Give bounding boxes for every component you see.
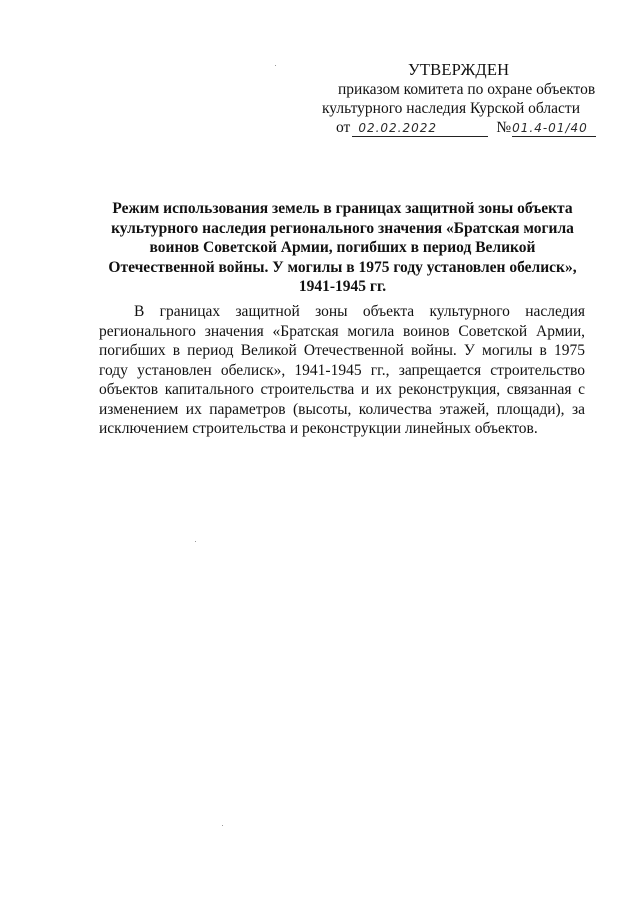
number-label: № (496, 119, 512, 136)
scan-speck (222, 825, 223, 826)
approval-title: УТВЕРЖДЕН (408, 60, 510, 79)
scan-speck (195, 541, 196, 542)
approval-issuer-line2: культурного наследия Курской области (322, 100, 580, 117)
document-title: Режим использования земель в границах защитной зоны объекта культурного наследия регионального значения «Братская могила воинов Советской Армии, погибших в период Великой Отечественной войны. У могилы в 1975 году установлен обелиск», 1941-1945 гг. (108, 200, 577, 295)
approval-issuer-line1: приказом комитета по охране объектов (338, 81, 596, 98)
handwritten-date: 02.02.2022 (352, 120, 488, 137)
handwritten-order-number: 01.4-01/40 (512, 120, 596, 137)
approval-date-number-line (336, 118, 596, 138)
scan-speck (275, 65, 276, 66)
document-body-paragraph: В границах защитной зоны объекта культурного наследия регионального значения «Братская могила воинов Советской Армии, погибших в период Великой Отечественной войны. У могилы в 1975 году установлен обелиск», 1941-1945 гг., запрещается строительство объектов капитального строительства и их реконструкция, связанная с изменением их параметров (высоты, количества этажей, площади), за исключением строительства и реконструкции линейных объектов. (99, 303, 585, 437)
date-label: от (336, 119, 351, 136)
